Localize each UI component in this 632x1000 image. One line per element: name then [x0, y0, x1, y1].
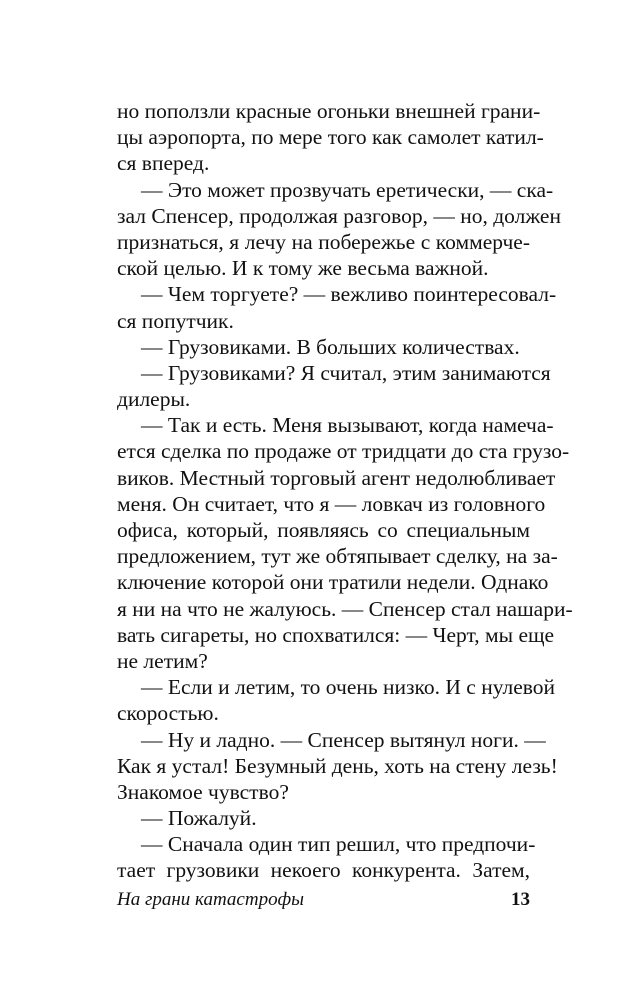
- text-line: — Сначала один тип решил, что предпочи-: [141, 832, 536, 857]
- text-line: — Чем торгуете? — вежливо поинтересовал-: [141, 282, 557, 307]
- text-line: цы аэропорта, по мере того как самолет катил-: [117, 125, 544, 150]
- text-line: скоростью.: [117, 701, 219, 726]
- text-line: — Это может прозвучать еретически, — ска-: [141, 177, 554, 202]
- text-line: — Грузовиками? Я считал, этим занимаются: [141, 360, 551, 385]
- text-line: меня. Он считает, что я — ловкач из головного: [117, 491, 546, 516]
- text-line: признаться, я лечу на побережье с коммерче-: [117, 229, 530, 254]
- text-line: Знакомое чувство?: [117, 779, 289, 804]
- text-line: ской целью. И к тому же весьма важной.: [117, 256, 489, 281]
- text-line: тает грузовики некоего конкурента. Затем,: [117, 858, 530, 883]
- text-line: ется сделка по продаже от тридцати до ста грузо-: [117, 439, 570, 464]
- running-title: На грани катастрофы: [117, 889, 304, 910]
- text-line: — Пожалуй.: [141, 806, 257, 831]
- text-line: я ни на что не жалуюсь. — Спенсер стал нашари-: [117, 596, 573, 621]
- text-line: офиса, который, появляясь со специальным: [117, 518, 530, 542]
- page-number: 13: [511, 889, 530, 910]
- text-line: Как я устал! Безумный день, хоть на стену лезь!: [117, 753, 558, 778]
- text-line: виков. Местный торговый агент недолюбливает: [117, 465, 556, 490]
- text-line: — Если и летим, то очень низко. И с нулевой: [141, 675, 556, 700]
- body-text: [117, 98, 573, 884]
- text-line: — Ну и ладно. — Спенсер вытянул ноги. —: [141, 727, 546, 752]
- text-line: ключение которой они тратили недели. Однако: [117, 570, 549, 595]
- text-line: не летим?: [117, 648, 208, 673]
- text-line: ся вперед.: [117, 151, 210, 176]
- text-line: — Грузовиками. В больших количествах.: [141, 334, 520, 359]
- text-line: зал Спенсер, продолжая разговор, — но, должен: [117, 203, 561, 228]
- text-line: ся попутчик.: [117, 308, 234, 333]
- text-line: — Так и есть. Меня вызывают, когда намеча-: [141, 413, 554, 438]
- text-line: вать сигареты, но спохватился: — Черт, мы еще: [117, 622, 555, 647]
- page-footer: [117, 886, 530, 914]
- text-line: дилеры.: [117, 387, 191, 412]
- text-line: предложением, тут же обтяпывает сделку, на за-: [117, 544, 558, 569]
- text-line: но поползли красные огоньки внешней грани-: [117, 99, 541, 123]
